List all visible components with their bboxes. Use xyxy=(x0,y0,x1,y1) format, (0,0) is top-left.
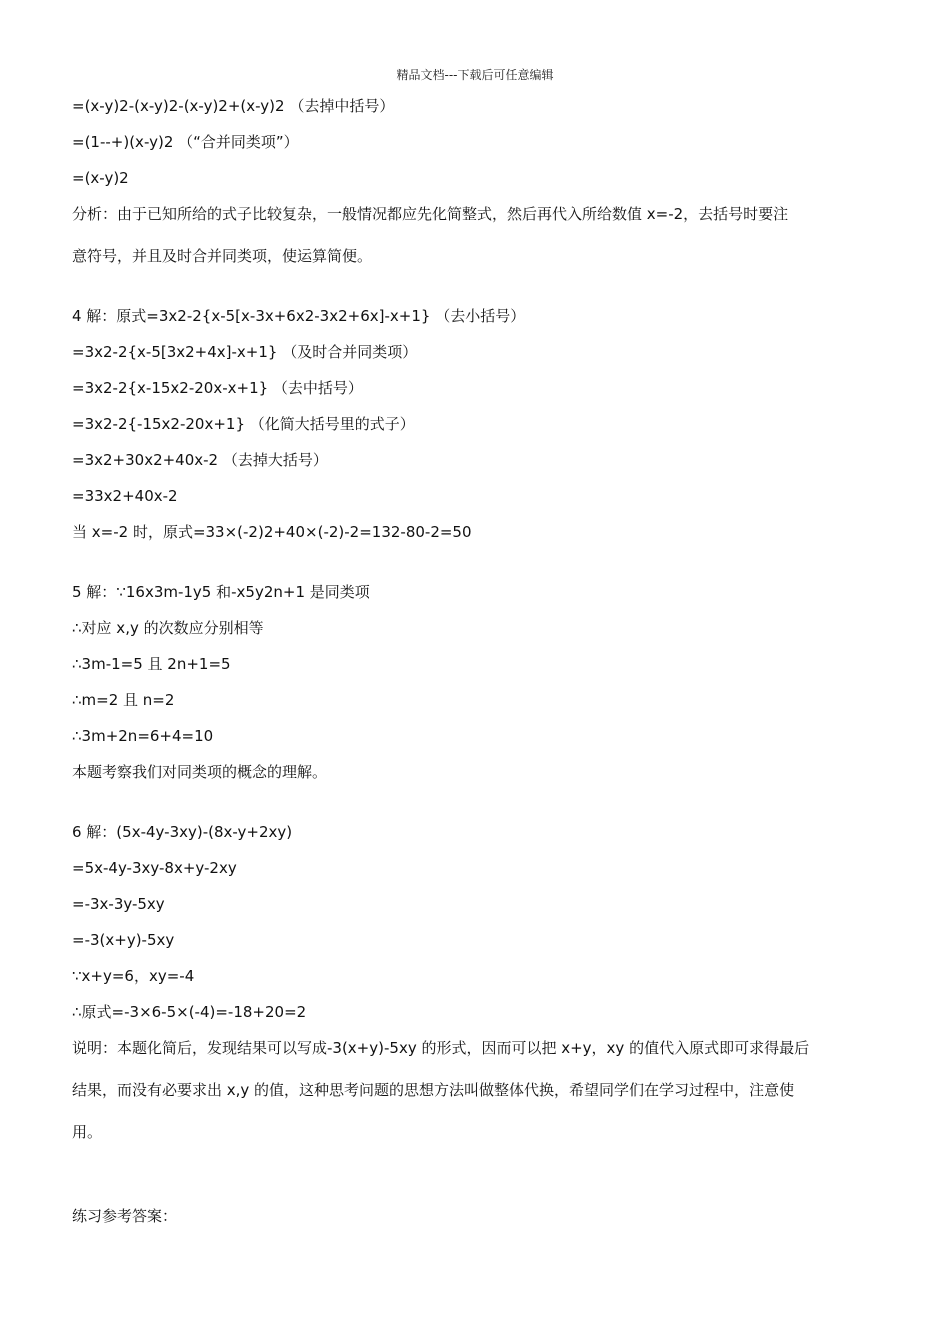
text-line: 结果，而没有必要求出 x,y 的值，这种思考问题的思想方法叫做整体代换，希望同学们在学习过程中，注意使 xyxy=(72,1081,795,1099)
text-line: =3x2+30x2+40x-2 （去掉大括号） xyxy=(72,451,328,469)
text-line: ∴3m+2n=6+4=10 xyxy=(72,727,214,745)
text-line: 本题考察我们对同类项的概念的理解。 xyxy=(72,763,328,781)
text-line: =(x-y)2-(x-y)2-(x-y)2+(x-y)2 （去掉中括号） xyxy=(72,97,395,115)
text-line: =33x2+40x-2 xyxy=(72,487,178,505)
text-line: 分析：由于已知所给的式子比较复杂，一般情况都应先化简整式，然后再代入所给数值 x=-2，去括号时要注 xyxy=(72,205,789,223)
text-line: ∴原式=-3×6-5×(-4)=-18+20=2 xyxy=(72,1003,307,1021)
text-line: ∴m=2 且 n=2 xyxy=(72,691,175,709)
text-line: ∴对应 x,y 的次数应分别相等 xyxy=(72,619,264,637)
text-line: 用。 xyxy=(72,1123,103,1141)
text-line: =-3x-3y-5xy xyxy=(72,895,165,913)
text-line: 当 x=-2 时，原式=33×(-2)2+40×(-2)-2=132-80-2=50 xyxy=(72,523,472,541)
text-line: 4 解：原式=3x2-2{x-5[x-3x+6x2-3x2+6x]-x+1} （去小括号） xyxy=(72,307,526,325)
page-header: 精品文档---下载后可任意编辑 xyxy=(396,68,554,82)
text-line: =-3(x+y)-5xy xyxy=(72,931,175,949)
text-line: 6 解：(5x-4y-3xy)-(8x-y+2xy) xyxy=(72,823,293,841)
section-heading: 练习参考答案： xyxy=(72,1207,178,1225)
text-line: ∵x+y=6，xy=-4 xyxy=(72,967,195,985)
text-line: =5x-4y-3xy-8x+y-2xy xyxy=(72,859,237,877)
text-line: =(x-y)2 xyxy=(72,169,129,187)
text-line: 说明：本题化简后，发现结果可以写成-3(x+y)-5xy 的形式，因而可以把 x+y，xy 的值代入原式即可求得最后 xyxy=(72,1039,810,1057)
text-line: 意符号，并且及时合并同类项，使运算简便。 xyxy=(72,247,373,265)
text-line: ∴3m-1=5 且 2n+1=5 xyxy=(72,655,231,673)
text-line: =(1--+)(x-y)2 （“合并同类项”） xyxy=(72,133,299,151)
text-line: =3x2-2{x-5[3x2+4x]-x+1} （及时合并同类项） xyxy=(72,343,418,361)
text-line: =3x2-2{-15x2-20x+1} （化简大括号里的式子） xyxy=(72,415,415,433)
text-line: 5 解：∵16x3m-1y5 和-x5y2n+1 是同类项 xyxy=(72,583,370,601)
text-line: =3x2-2{x-15x2-20x-x+1} （去中括号） xyxy=(72,379,363,397)
